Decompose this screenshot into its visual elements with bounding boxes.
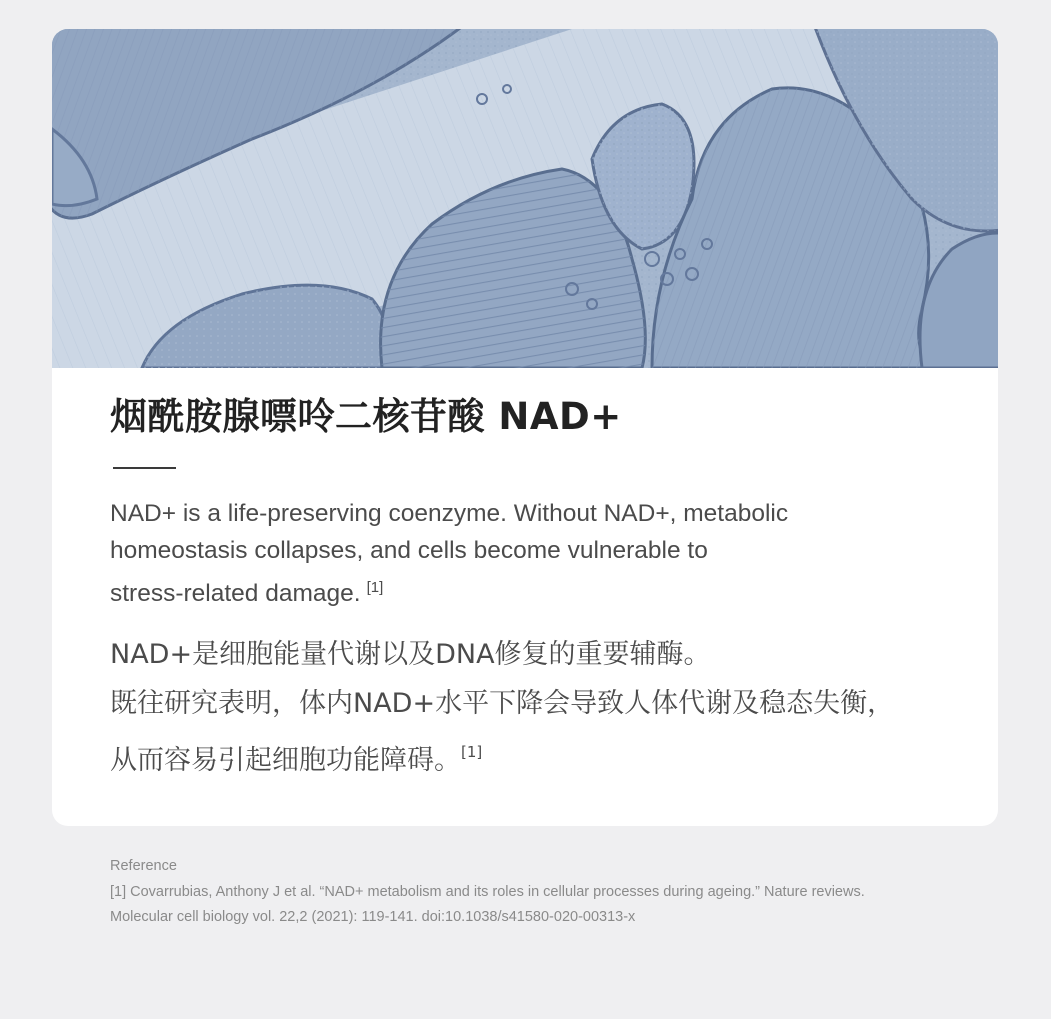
- english-line: NAD+ is a life-preserving coenzyme. Without NAD+, metabolic: [110, 500, 789, 527]
- content-card: [52, 29, 998, 826]
- citation-marker: [1]: [461, 743, 483, 761]
- title-divider: [113, 467, 176, 469]
- microscopy-mitochondria-image-icon: [52, 29, 998, 368]
- chinese-description: [110, 630, 970, 785]
- chinese-line: 既往研究表明，体内NAD+水平下降会导致人体代谢及稳态失衡，: [110, 688, 895, 719]
- english-line: stress-related damage.: [110, 580, 361, 607]
- reference-section: [110, 854, 990, 931]
- page-title: 烟酰胺腺嘌呤二核苷酸 NAD+: [110, 395, 622, 438]
- reference-label: Reference: [110, 858, 177, 874]
- reference-entry-line: Molecular cell biology vol. 22,2 (2021): 119-141. doi:10.1038/s41580-020-00313-x: [110, 909, 636, 925]
- chinese-line: 从而容易引起细胞功能障碍。: [110, 745, 461, 776]
- english-line: homeostasis collapses, and cells become vulnerable to: [110, 537, 708, 564]
- hero-image: [52, 29, 998, 368]
- chinese-line: NAD+是细胞能量代谢以及DNA修复的重要辅酶。: [110, 639, 711, 670]
- english-description: [110, 495, 930, 612]
- citation-marker: [1]: [366, 579, 384, 596]
- reference-entry-line: [1] Covarrubias, Anthony J et al. “NAD+ metabolism and its roles in cellular processes during ageing.” Nature reviews.: [110, 883, 865, 900]
